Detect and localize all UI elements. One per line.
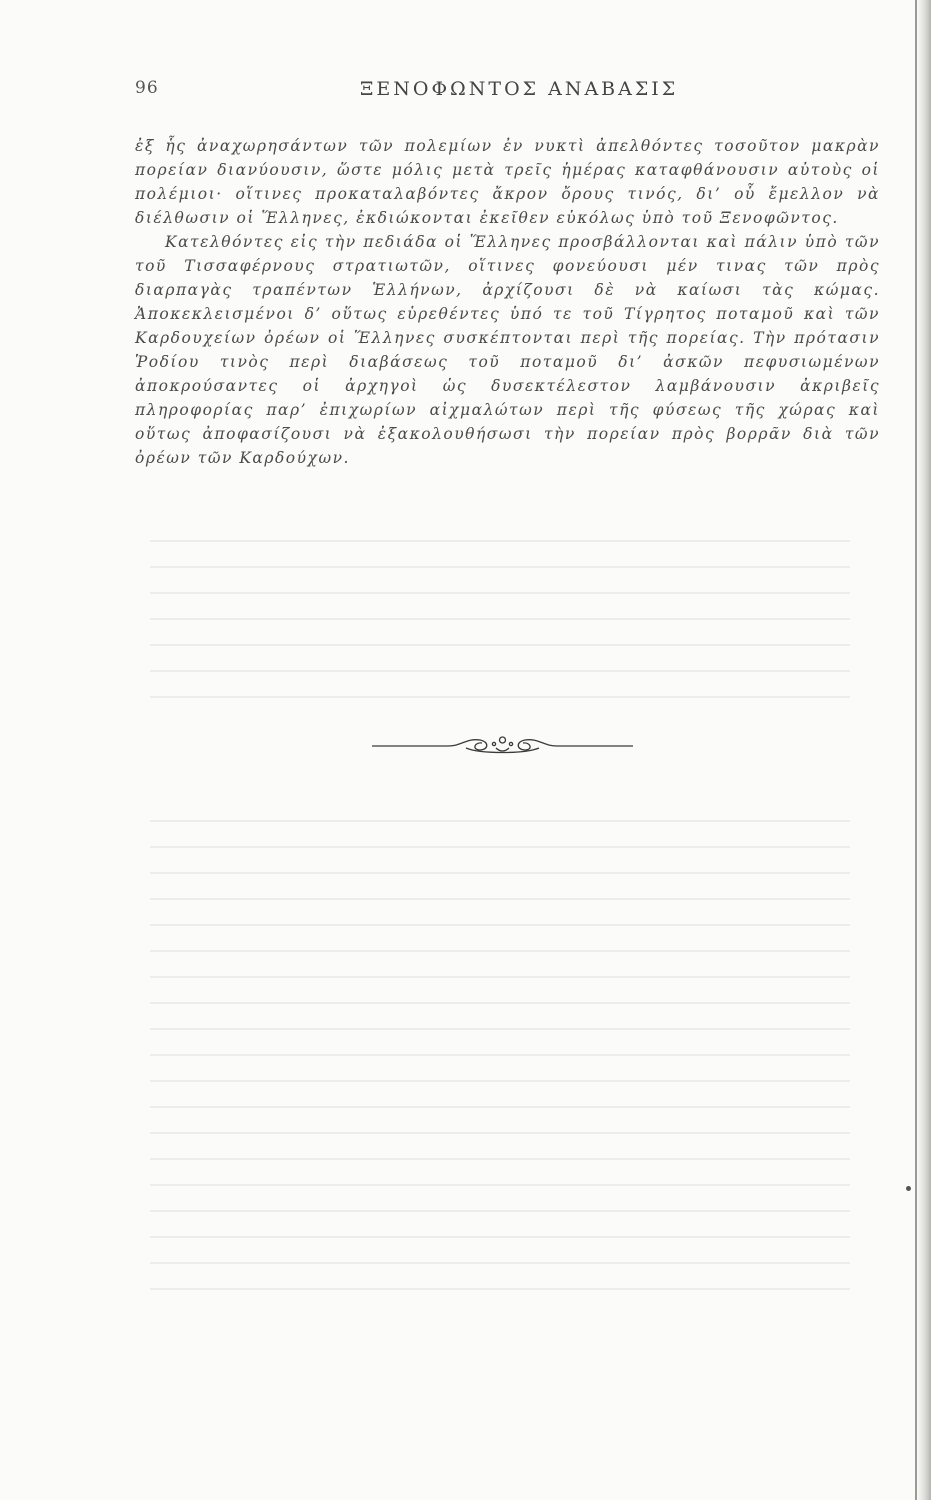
show-through-line (150, 1262, 850, 1264)
show-through-line (150, 696, 850, 698)
show-through-line (150, 1288, 850, 1290)
show-through-line (150, 1132, 850, 1134)
running-head-title: ΞΕΝΟΦΩΝΤΟΣ ΑΝΑΒΑΣΙΣ (360, 78, 679, 100)
page-number: 96 (135, 78, 159, 98)
show-through-line (150, 1106, 850, 1108)
show-through-line (150, 1210, 850, 1212)
show-through-line (150, 1080, 850, 1082)
show-through-line (150, 872, 850, 874)
paragraph: Κατελθόντες εἰς τὴν πεδιάδα οἱ Ἕλληνες προσβάλλονται καὶ πάλιν ὑπὸ τῶν τοῦ Τισσαφέρνους στρατιωτῶν, οἵτινες φονεύουσι μέν τινας τῶν πρὸς διαρπαγὰς τραπέντων Ἑλλήνων, ἀρχίζουσι δὲ νὰ καίωσι τὰς κώμας. Ἀποκεκλεισμένοι δ’ οὕτως εὑρεθέντες ὑπό τε τοῦ Τίγρητος ποταμοῦ καὶ τῶν Καρδουχείων ὀρέων οἱ Ἕλληνες συσκέπτονται περὶ τῆς πορείας. Τὴν πρότασιν Ῥοδίου τινὸς περὶ διαβάσεως τοῦ ποταμοῦ δι’ ἀσκῶν πεφυσιωμένων ἀποκρούσαντες οἱ ἀρχηγοὶ ὡς δυσεκτέλεστον λαμβάνουσιν ἀκριβεῖς πληροφορίας παρ’ ἐπιχωρίων αἰχμαλώτων περὶ τῆς φύσεως τῆς χώρας καὶ οὕτως ἀποφασίζουσι νὰ ἐξακολουθήσωσι τὴν πορείαν πρὸς βορρᾶν διὰ τῶν ὀρέων τῶν Καρδούχων. (135, 233, 880, 467)
show-through-line (150, 670, 850, 672)
ink-speck (906, 1186, 911, 1191)
show-through-line (150, 924, 850, 926)
show-through-line (150, 976, 850, 978)
show-through-line (150, 846, 850, 848)
show-through-line (150, 592, 850, 594)
show-through-line (150, 1002, 850, 1004)
show-through-line (150, 898, 850, 900)
show-through-line (150, 1184, 850, 1186)
page-edge-shadow (917, 0, 931, 1500)
paragraph: ἐξ ἧς ἀναχωρησάντων τῶν πολεμίων ἐν νυκτὶ ἀπελθόντες τοσοῦτον μακρὰν πορείαν διανύουσιν, ὥστε μόλις μετὰ τρεῖς ἡμέρας καταφθάνουσιν αὐτοὺς οἱ πολέμιοι· οἵτινες προκαταλαβόντες ἄκρον ὄρους τινός, δι’ οὗ ἔμελλον νὰ διέλθωσιν οἱ Ἕλληνες, ἐκδιώκονται ἐκεῖθεν εὐκόλως ὑπὸ τοῦ Ξενοφῶντος. (135, 137, 880, 227)
body-text (135, 134, 880, 470)
tailpiece-ornament-icon (370, 728, 635, 764)
show-through-line (150, 1236, 850, 1238)
show-through-line (150, 950, 850, 952)
show-through-line (150, 820, 850, 822)
show-through-line (150, 1028, 850, 1030)
show-through-line (150, 644, 850, 646)
show-through-line (150, 618, 850, 620)
show-through-line (150, 1054, 850, 1056)
show-through-line (150, 566, 850, 568)
page-header (135, 78, 885, 108)
show-through-line (150, 540, 850, 542)
show-through-line (150, 1158, 850, 1160)
